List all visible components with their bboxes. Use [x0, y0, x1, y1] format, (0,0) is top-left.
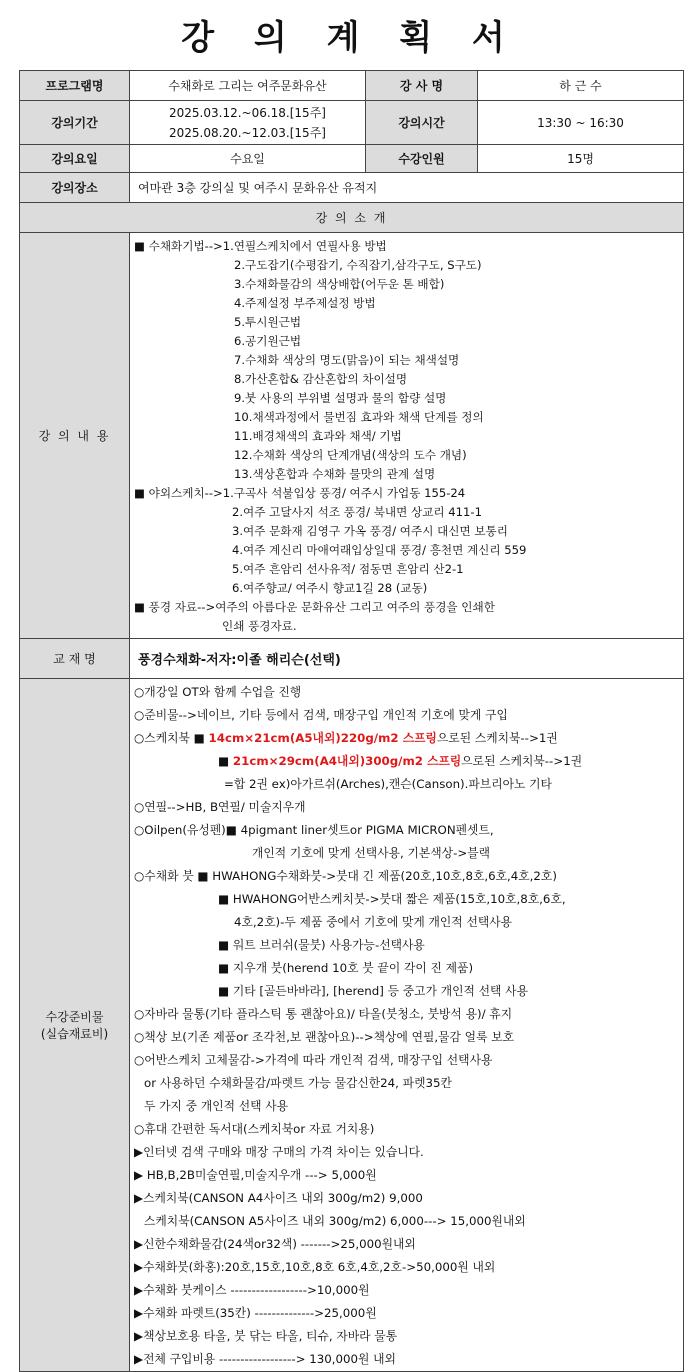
textbook-row	[20, 639, 684, 679]
place-value: 여마관 3층 강의실 및 여주시 문화유산 유적지	[130, 173, 684, 203]
content-line: 11.배경채색의 효과와 채색/ 기법	[234, 429, 402, 443]
material-line: ▶수채화 파렛트(35칸) -------------->25,000원	[134, 1306, 377, 1320]
program-value: 수채화로 그리는 여주문화유산	[130, 71, 366, 101]
material-line	[134, 727, 679, 750]
content-line: ■ 풍경 자료-->여주의 아름다운 문화유산 그리고 여주의 풍경을 인쇄한	[134, 600, 495, 614]
capacity-label: 수강인원	[366, 145, 478, 173]
materials-row	[20, 679, 684, 1372]
material-line: ▶인터넷 검색 구매와 매장 구매의 가격 차이는 있습니다.	[134, 1145, 424, 1159]
material-line: 스케치북(CANSON A5사이즈 내외 300g/m2) 6,000---> 15,000원내외	[144, 1214, 526, 1228]
content-line: 12.수채화 색상의 단계개념(색상의 도수 개념)	[234, 448, 467, 462]
materials-label-line-1: 수강준비물	[45, 1010, 104, 1024]
material-line: ○휴대 간편한 독서대(스케치북or 자료 거치용)	[134, 1122, 375, 1136]
period-label: 강의기간	[20, 101, 130, 145]
material-line: ▶수채화 붓케이스 ------------------>10,000원	[134, 1283, 370, 1297]
material-highlight: 21cm×29cm(A4내외)300g/m2 스프링	[232, 754, 462, 768]
page-title: 강 의 계 획 서	[181, 18, 519, 58]
materials-body	[130, 679, 684, 1372]
content-line: ■ 수채화기법-->1.연필스케치에서 연필사용 방법	[134, 239, 387, 253]
material-line: or 사용하던 수채화물감/파렛트 가능 물감신한24, 파렛35칸	[144, 1076, 452, 1090]
material-line: ■ HWAHONG어반스케치붓->붓대 짧은 제품(15호,10호,8호,6호,	[218, 892, 566, 906]
day-label: 강의요일	[20, 145, 130, 173]
material-line: ■ 기타 [골든바바라], [herend] 등 중고가 개인적 선택 사용	[218, 984, 528, 998]
textbook-value: 풍경수채화-저자:이졸 해리슨(선택)	[130, 639, 684, 679]
content-line: 2.구도잡기(수평잡기, 수직잡기,삼각구도, S구도)	[234, 258, 482, 272]
time-value: 13:30 ~ 16:30	[478, 101, 684, 145]
material-line	[134, 750, 679, 773]
material-line-prefix: ○스케치북 ■	[134, 731, 209, 745]
materials-label	[20, 679, 130, 1372]
textbook-label: 교 재 명	[20, 639, 130, 679]
material-line: ○어반스케치 고체물감->가격에 따라 개인적 검색, 매장구입 선택사용	[134, 1053, 493, 1067]
instructor-value: 하 근 수	[478, 71, 684, 101]
content-line: 3.여주 문화재 김영구 가옥 풍경/ 여주시 대신면 보통리	[232, 524, 508, 538]
content-line: 5.여주 흔암리 선사유적/ 점동면 흔암리 산2-1	[232, 562, 464, 576]
content-line: 8.가산혼합& 감산혼합의 차이설명	[234, 372, 408, 386]
material-line: ○자바라 물통(기타 플라스틱 통 괜찮아요)/ 타올(붓청소, 붓방석 용)/ 휴지	[134, 1007, 513, 1021]
period-line-2: 2025.08.20.~12.03.[15주]	[169, 125, 326, 140]
content-line: 6.여주향교/ 여주시 향교1길 28 (교동)	[232, 581, 428, 595]
day-value: 수요일	[130, 145, 366, 173]
content-line: 인쇄 풍경자료.	[222, 619, 297, 633]
intro-header-row	[20, 203, 684, 233]
content-line: 10.채색과정에서 물번짐 효과와 채색 단계를 정의	[234, 410, 484, 424]
material-line: ■ 지우개 붓(herend 10호 붓 끝이 각이 진 제품)	[218, 961, 474, 975]
material-line: ■ 워트 브러쉬(물붓) 사용가능-선택사용	[218, 938, 425, 952]
content-line: 7.수채화 색상의 명도(맑음)이 되는 채색설명	[234, 353, 460, 367]
material-line: ▶수채화붓(화홍):20호,15호,10호,8호 6호,4호,2호->50,000원 내외	[134, 1260, 496, 1274]
material-line-suffix: 으로된 스케치북-->1권	[436, 731, 558, 745]
period-value	[130, 101, 366, 145]
program-label: 프로그램명	[20, 71, 130, 101]
material-line: =합 2권 ex)아가르쉬(Arches),캔슨(Canson).파브리아노 기타	[224, 777, 552, 791]
content-line: 6.공기원근법	[234, 334, 302, 348]
day-row	[20, 145, 684, 173]
material-line: ○Oilpen(유성펜)■ 4pigmant liner셋트or PIGMA MICRON펜셋트,	[134, 823, 494, 837]
materials-label-line-2: (실습재료비)	[40, 1027, 109, 1041]
content-line: 13.색상혼합과 수채화 물맛의 관계 설명	[234, 467, 436, 481]
capacity-value: 15명	[478, 145, 684, 173]
content-line: 4.여주 계신리 마애여래입상일대 풍경/ 흥천면 계신리 559	[232, 543, 527, 557]
content-line: 4.주제설정 부주제설정 방법	[234, 296, 376, 310]
lecture-plan-table	[19, 70, 684, 1372]
content-line: 2.여주 고달사지 석조 풍경/ 북내면 상교리 411-1	[232, 505, 482, 519]
material-line: ▶전체 구입비용 ------------------> 130,000원 내외	[134, 1352, 396, 1366]
place-row	[20, 173, 684, 203]
time-label: 강의시간	[366, 101, 478, 145]
place-label: 강의장소	[20, 173, 130, 203]
material-line: ▶책상보호용 타올, 붓 닦는 타올, 티슈, 자바라 물통	[134, 1329, 398, 1343]
content-row	[20, 233, 684, 639]
intro-header: 강 의 소 개	[20, 203, 684, 233]
content-line: 9.붓 사용의 부위별 설명과 물의 함량 설명	[234, 391, 447, 405]
content-label: 강 의 내 용	[20, 233, 130, 639]
period-line-1: 2025.03.12.~06.18.[15주]	[169, 105, 326, 120]
material-line: ○수채화 붓 ■ HWAHONG수채화붓->붓대 긴 제품(20호,10호,8호,6호,4호,2호)	[134, 869, 557, 883]
period-row	[20, 101, 684, 145]
content-line: ■ 야외스케치-->1.구곡사 석불입상 풍경/ 여주시 가업동 155-24	[134, 486, 466, 500]
material-line: ▶신한수채화물감(24색or32색) ------->25,000원내외	[134, 1237, 416, 1251]
material-line-suffix: 으로된 스케치북-->1권	[461, 754, 583, 768]
instructor-label: 강 사 명	[366, 71, 478, 101]
material-line: 4호,2호)-두 제품 중에서 기호에 맞게 개인적 선택사용	[234, 915, 513, 929]
program-row	[20, 71, 684, 101]
material-line: ▶ HB,B,2B미술연필,미술지우개 ---> 5,000원	[134, 1168, 377, 1182]
content-line: 5.투시원근법	[234, 315, 302, 329]
content-body	[130, 233, 684, 639]
material-line-prefix: ■	[218, 754, 233, 768]
material-line: ▶스케치북(CANSON A4사이즈 내외 300g/m2) 9,000	[134, 1191, 423, 1205]
material-highlight: 14cm×21cm(A5내외)220g/m2 스프링	[208, 731, 437, 745]
material-line: ○준비물-->네이브, 기타 등에서 검색, 매장구입 개인적 기호에 맞게 구입	[134, 708, 508, 722]
material-line: ○책상 보(기존 제품or 조각천,보 괜찮아요)-->책상에 연필,물감 얼룩 보호	[134, 1030, 515, 1044]
content-line: 3.수채화물감의 색상배합(어두운 톤 배합)	[234, 277, 445, 291]
material-line: ○개강일 OT와 함께 수업을 진행	[134, 685, 302, 699]
material-line: 개인적 기호에 맞게 선택사용, 기본색상->블랙	[252, 846, 491, 860]
material-line: ○연필-->HB, B연필/ 미술지우개	[134, 800, 306, 814]
material-line: 두 가지 중 개인적 선택 사용	[144, 1099, 289, 1113]
